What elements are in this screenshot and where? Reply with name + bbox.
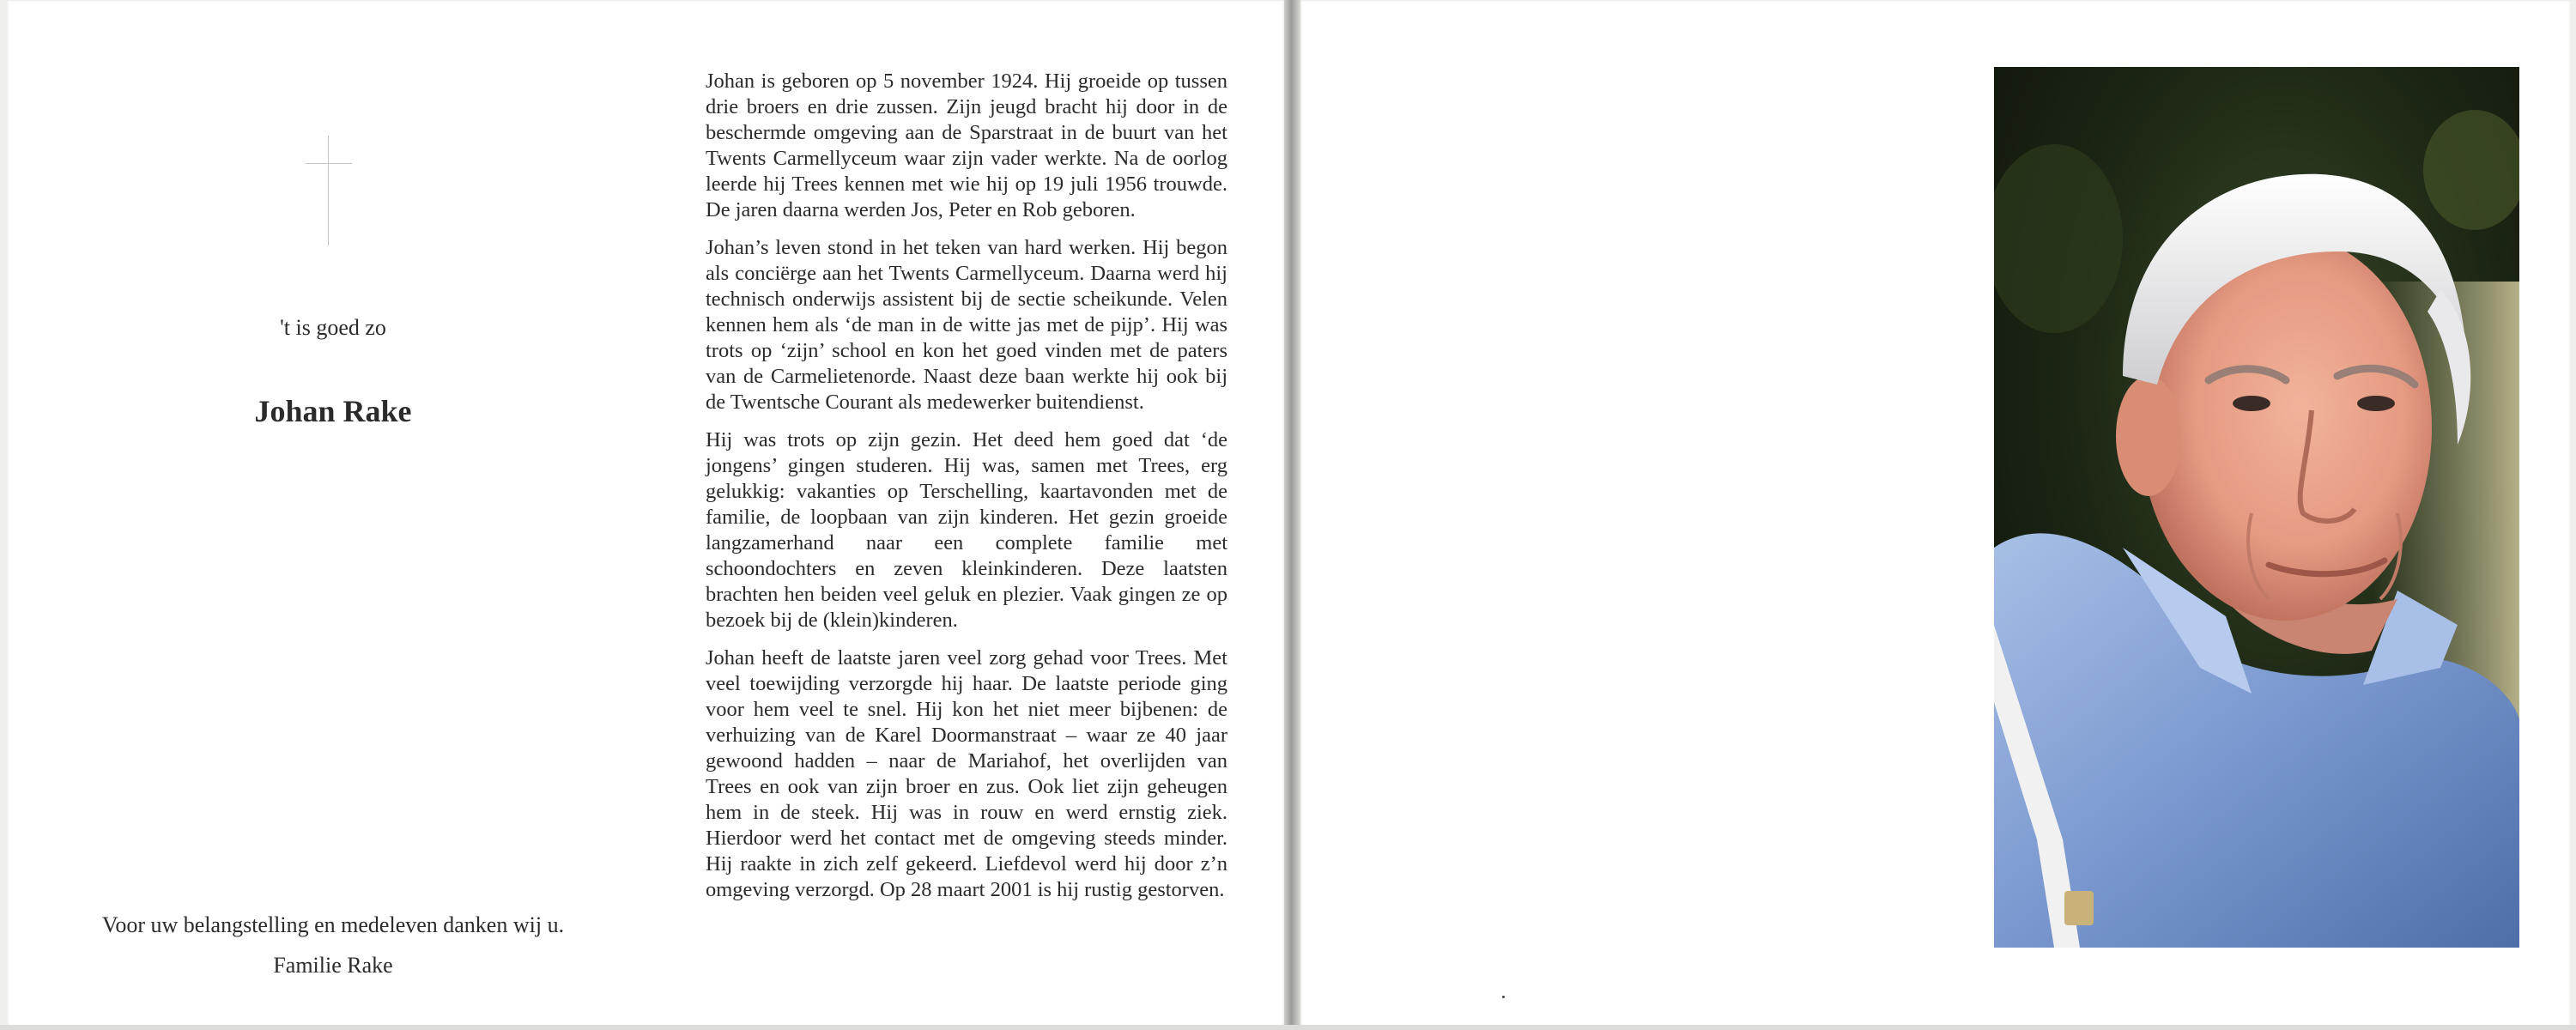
biography-paragraph-3: Hij was trots op zijn gezin. Het deed hem goed dat ‘de jongens’ gingen studeren. Hij was, samen met Trees, erg gelukkig: vakanties op Terschelling, kaartavonden met de familie, de loopbaan van zijn kinderen. Het gezin groeide langzamerhand naar een complete familie met schoondochters en zeven kleinkinderen. Deze laatsten brachten hen beiden veel geluk en plezier. Vaak gingen ze op bezoek bij de (klein)kinderen.: [706, 428, 1227, 632]
card-fold: [1284, 0, 1300, 1030]
scan-bottom-edge: [0, 1025, 2576, 1030]
deceased-name: Johan Rake: [254, 394, 412, 428]
cross-icon: [306, 136, 352, 245]
paper-speck: [1502, 996, 1505, 998]
biography-paragraph-1: Johan is geboren op 5 november 1924. Hij groeide op tussen drie broers en drie zussen. Zijn jeugd bracht hij door in de beschermde omgeving aan de Sparstraat in de buurt van het Twents Carmellyceum waar zijn vader werkte. Na de oorlog leerde hij Trees kennen met wie hij op 19 juli 1956 trouwde. De jaren daarna werden Jos, Peter en Rob geboren.: [706, 70, 1227, 221]
thanks-note: Voor uw belangstelling en medeleven danken wij u.: [101, 912, 565, 937]
biography-paragraph-4: Johan heeft de laatste jaren veel zorg gehad voor Trees. Met veel toewijding verzorgde hij haar. De laatste periode ging voor hem veel te snel. Hij kon het niet meer bijbenen: de verhuizing van de Karel Doormanstraat – waar ze 40 jaar gewoond hadden – naar de Mariahof, het overlijden van Trees en ook van zijn broer en zus. Ook liet zijn geheugen hem in de steek. Hij was in rouw en werd ernstig ziek. Hierdoor werd het contact met de omgeving steeds minder. Hij raakte in zich zelf gekeerd. Liefdevol werd hij door z’n omgeving verzorgd. Op 28 maart 2001 is hij rustig gestorven.: [706, 646, 1227, 901]
portrait-photo: [1994, 67, 2519, 948]
biography: [706, 69, 1227, 915]
biography-paragraph-2: Johan’s leven stond in het teken van hard werken. Hij begon als conciërge aan het Twents Carmellyceum. Daarna werd hij technisch onderwijs assistent bij de sectie scheikunde. Velen kennen hem als ‘de man in de witte jas met de pijp’. Hij was trots op ‘zijn’ school en kon het goed vinden met de paters van de Carmelietenorde. Naast deze baan werkte hij ook bij de Twentsche Courant als medewerker buitendienst.: [706, 236, 1227, 414]
left-card: [7, 0, 1284, 1027]
family-signature: Familie Rake: [273, 953, 393, 978]
motto: 't is goed zo: [280, 315, 386, 340]
